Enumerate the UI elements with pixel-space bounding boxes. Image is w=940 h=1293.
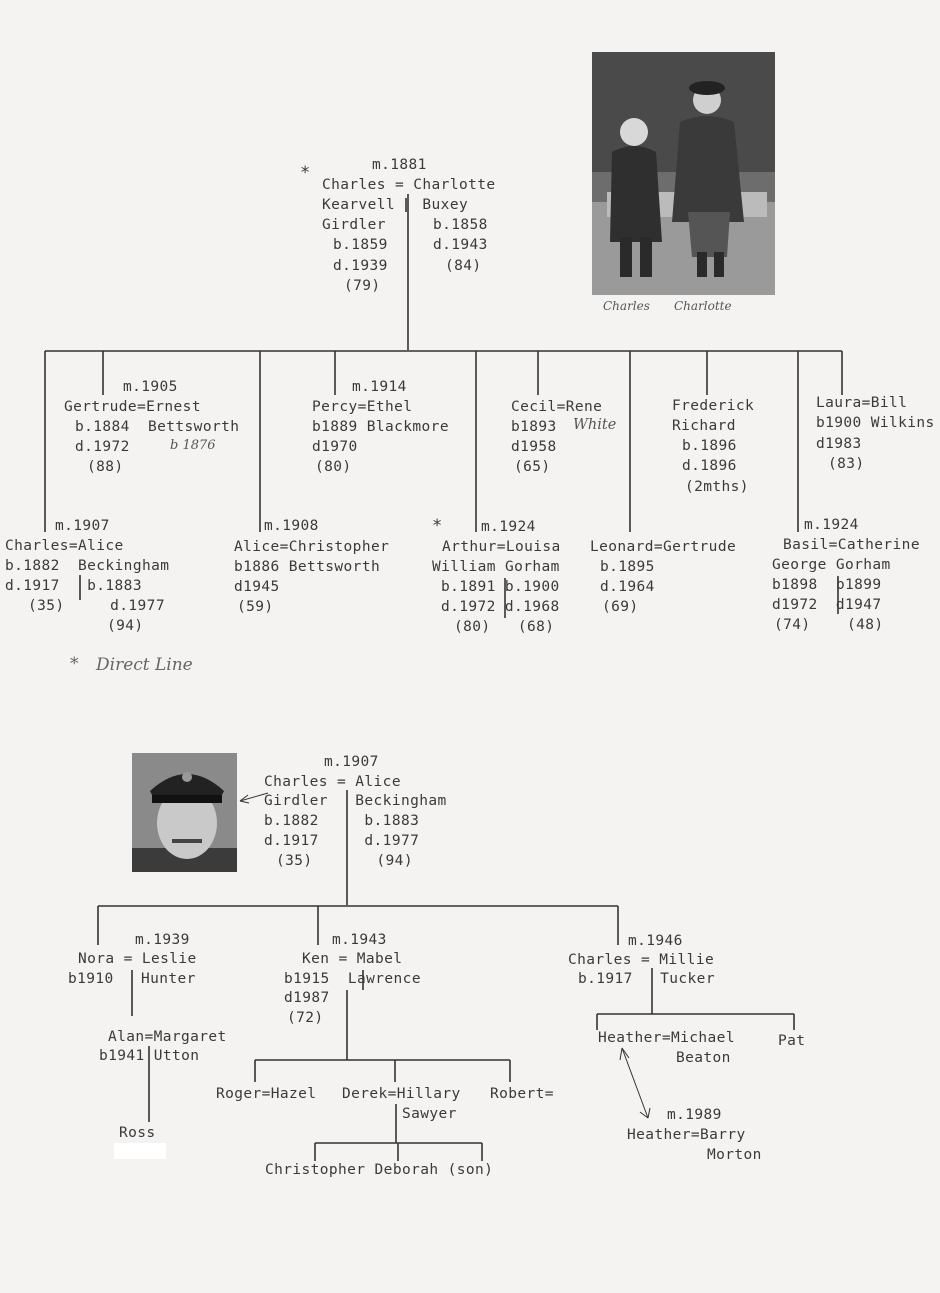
leonard-death: d.1964: [600, 579, 655, 595]
heather-surname: Beaton: [676, 1050, 731, 1066]
alice-dates: b1886 Bettsworth: [234, 559, 381, 575]
redaction-mark: [114, 1143, 166, 1159]
marriage-date: m.1907: [324, 754, 379, 770]
marriage-date: m.1943: [332, 932, 387, 948]
heather-arrow: [648, 1108, 650, 1118]
ken-dates: b1915 Lawrence: [284, 971, 421, 987]
arthur-births: b.1891 b.1900: [441, 579, 560, 595]
photo-arrow: [240, 801, 249, 803]
marriage-date: m.1989: [667, 1107, 722, 1123]
photo-caption-charlotte: Charlotte: [674, 299, 732, 313]
leonard-age: (69): [602, 599, 639, 615]
person-nora: Nora = Leslie: [78, 951, 197, 967]
person-roger: Roger=Hazel: [216, 1086, 317, 1102]
marriage-date: m.1914: [352, 379, 407, 395]
person-derek: Derek=Hillary: [342, 1086, 461, 1102]
heather-arrow: [620, 1048, 622, 1060]
photo-charles-charlotte: [592, 52, 775, 295]
direct-line-marker: *: [300, 163, 311, 183]
gertrude-death: d.1972: [75, 439, 130, 455]
gertrude-age: (88): [87, 459, 124, 475]
charles-birth: b.1859: [333, 237, 388, 253]
cecil-death: d1958: [511, 439, 557, 455]
ken-age: (72): [287, 1010, 324, 1026]
marriage-date: m.1905: [123, 379, 178, 395]
person-heather: Heather=Michael: [598, 1030, 735, 1046]
charlotte-death: d.1943: [433, 237, 488, 253]
person-arthur: Arthur=Louisa: [442, 539, 561, 555]
arthur-ages: (80) (68): [454, 619, 555, 635]
ernest-birth-handwritten: b 1876: [170, 438, 216, 453]
charles-son-dates: b.1882 Beckingham: [5, 558, 170, 574]
percy-age: (80): [315, 459, 352, 475]
root2-births: b.1882 b.1883: [264, 813, 420, 829]
person-charles-son: Charles=Alice: [5, 538, 124, 554]
person-basil: Basil=Catherine: [783, 537, 920, 553]
marriage-date: m.1924: [804, 517, 859, 533]
laura-age: (83): [828, 456, 865, 472]
soldier-photo-image: [132, 753, 237, 872]
frederick-death: d.1896: [682, 458, 737, 474]
charlotte-birth: b.1858: [433, 217, 488, 233]
marriage-date: m.1881: [372, 157, 427, 173]
root-couple: Charles = Charlotte: [322, 177, 496, 193]
frederick-age: (2mths): [685, 479, 749, 495]
person-charles-jr: Charles = Millie: [568, 952, 715, 968]
person-laura: Laura=Bill: [816, 395, 908, 411]
charles-death: d.1939: [333, 258, 388, 274]
leonard-birth: b.1895: [600, 559, 655, 575]
legend-label: Direct Line: [96, 655, 193, 675]
grandchildren: Christopher Deborah (son): [265, 1162, 494, 1178]
frederick-birth: b.1896: [682, 438, 737, 454]
marriage-date: m.1908: [264, 518, 319, 534]
couple-photo-image: [592, 52, 775, 295]
person-frederick: Frederick: [672, 398, 755, 414]
basil-ages: (74) (48): [774, 617, 884, 633]
cecil-age: (65): [514, 459, 551, 475]
gertrude-dates: b.1884 Bettsworth: [75, 419, 240, 435]
alice-beckingham-age: (94): [107, 618, 144, 634]
person-robert: Robert=: [490, 1086, 554, 1102]
charles-jr-dates: b.1917 Tucker: [578, 971, 715, 987]
laura-dates: b1900 Wilkins: [816, 415, 935, 431]
arthur-names: William Gorham: [432, 559, 560, 575]
rene-surname-handwritten: White: [573, 417, 617, 433]
root2-couple: Charles = Alice: [264, 774, 401, 790]
charlotte-age: (84): [445, 258, 482, 274]
alice-age: (59): [237, 599, 274, 615]
basil-deaths: d1972 d1947: [772, 597, 882, 613]
basil-births: b1898 b1899: [772, 577, 882, 593]
frederick-middle: Richard: [672, 418, 736, 434]
direct-line-marker: *: [432, 516, 443, 536]
laura-death: d1983: [816, 436, 862, 452]
marriage-date: m.1939: [135, 932, 190, 948]
person-ken: Ken = Mabel: [302, 951, 403, 967]
marriage-date: m.1907: [55, 518, 110, 534]
charles-son-death: d.1917 b.1883: [5, 578, 142, 594]
percy-dates: b1889 Blackmore: [312, 419, 449, 435]
photo-caption-charles: Charles: [603, 299, 650, 313]
ken-death: d1987: [284, 990, 330, 1006]
legend-marker: *: [70, 654, 79, 674]
root-names: Kearvell Buxey: [322, 197, 469, 213]
cecil-birth: b1893: [511, 419, 557, 435]
photo-charles-soldier: [132, 753, 237, 872]
person-gertrude: Gertrude=Ernest: [64, 399, 201, 415]
root-surname: Girdler: [322, 217, 386, 233]
person-alan: Alan=Margaret: [108, 1029, 227, 1045]
charles-son-age: (35) d.1977: [28, 598, 165, 614]
derek-spouse-surname: Sawyer: [402, 1106, 457, 1122]
root2-ages: (35) (94): [276, 853, 413, 869]
percy-death: d1970: [312, 439, 358, 455]
person-ross: Ross: [119, 1125, 156, 1141]
person-heather-second: Heather=Barry: [627, 1127, 746, 1143]
charles-age: (79): [344, 278, 381, 294]
marriage-date: m.1924: [481, 519, 536, 535]
alice-death: d1945: [234, 579, 280, 595]
person-leonard: Leonard=Gertrude: [590, 539, 737, 555]
person-pat: Pat: [778, 1033, 806, 1049]
basil-names: George Gorham: [772, 557, 891, 573]
root2-deaths: d.1917 d.1977: [264, 833, 420, 849]
person-alice: Alice=Christopher: [234, 539, 390, 555]
marriage-date: m.1946: [628, 933, 683, 949]
root2-surnames: Girdler Beckingham: [264, 793, 447, 809]
nora-dates: b1910 Hunter: [68, 971, 196, 987]
person-percy: Percy=Ethel: [312, 399, 413, 415]
alan-dates: b1941 Utton: [99, 1048, 200, 1064]
heather-arrow: [622, 1048, 648, 1118]
arthur-deaths: d.1972 d.1968: [441, 599, 560, 615]
person-cecil: Cecil=Rene: [511, 399, 603, 415]
heather-second-surname: Morton: [707, 1147, 762, 1163]
